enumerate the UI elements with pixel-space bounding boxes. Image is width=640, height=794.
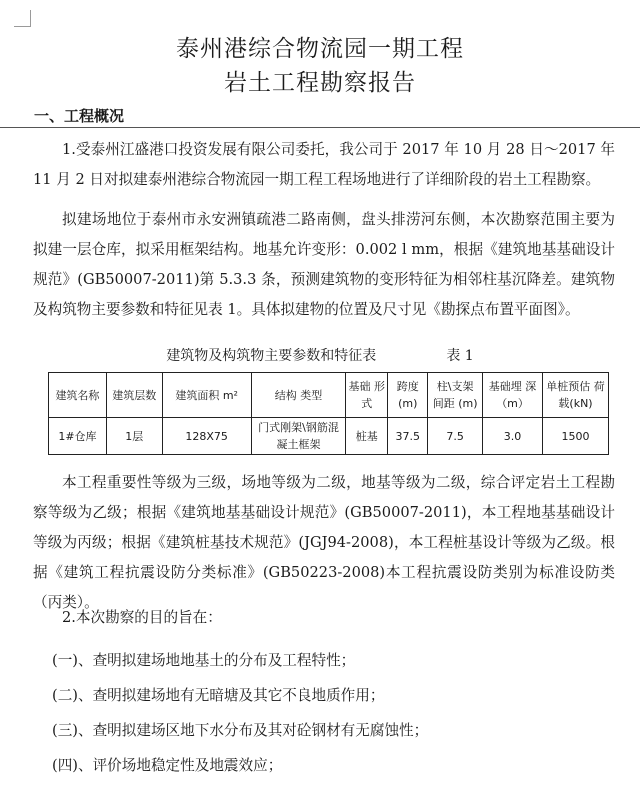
table-header-row [49, 373, 609, 418]
document-subtitle: 岩土工程勘察报告 [224, 70, 416, 96]
table-cell: 门式刚架\钢筋混凝土框架 [251, 418, 346, 455]
purpose-item: (三)、查明拟建场区地下水分布及其对砼钢材有无腐蚀性； [52, 722, 429, 739]
table-number: 表 1 [446, 348, 474, 364]
section-heading: 一、工程概况 [34, 107, 125, 125]
table-cell: 128X75 [162, 418, 251, 455]
purpose-item: (二)、查明拟建场地有无暗塘及其它不良地质作用； [52, 687, 385, 704]
table-cell: 1层 [106, 418, 162, 455]
header-cell: 结构 类型 [251, 373, 346, 418]
header-cell: 建筑层数 [106, 373, 162, 418]
table-row [49, 418, 609, 455]
document-title: 泰州港综合物流园一期工程 [176, 36, 464, 62]
table-cell: 3.0 [483, 418, 543, 455]
header-cell: 基础 形式 [346, 373, 388, 418]
paragraph-commission: 1.受泰州江盛港口投资发展有限公司委托，我公司于 2017 年 10 月 28 日～2017 年 11 月 2 日对拟建泰州港综合物流园一期工程工程场地进行了详细阶段的岩土工程勘察。 [33, 141, 615, 188]
header-cell: 建筑名称 [49, 373, 107, 418]
purpose-item: (一)、查明拟建场地地基土的分布及工程特性； [52, 652, 356, 669]
header-cell: 建筑面积 m² [162, 373, 251, 418]
header-cell: 基础埋 深（m） [483, 373, 543, 418]
paragraph-site: 拟建场地位于泰州市永安洲镇疏港二路南侧，盘头排涝河东侧，本次勘察范围主要为拟建一层仓库，拟采用框架结构。地基允许变形：0.002 l mm，根据《建筑地基基础设计规范》(GB50007-2011)第 5.3.3 条，预测建筑物的变形特征为相邻柱基沉降差。建筑物及构筑物主要参数和特征见表 1。具体拟建物的位置及尺寸见《勘探点布置平面图》。 [33, 211, 615, 318]
purpose-item: (四)、评价场地稳定性及地震效应； [52, 757, 283, 774]
table-caption-text: 建筑物及构筑物主要参数和特征表 [166, 348, 377, 364]
page-corner-mark [14, 10, 31, 27]
paragraph-purpose: 2.本次勘察的目的旨在： [62, 609, 222, 626]
table-cell: 7.5 [428, 418, 483, 455]
paragraph-grades: 本工程重要性等级为三级，场地等级为二级，地基等级为二级，综合评定岩土工程勘察等级为乙级；根据《建筑地基基础设计规范》(GB50007-2011)，本工程地基基础设计等级为丙级；根据《建筑桩基技术规范》(JGJ94-2008)，本工程桩基设计等级为乙级。根据《建筑工程抗震设防分类标准》(GB50223-2008)本工程抗震设防类别为标准设防类（丙类）。 [33, 474, 615, 611]
parameters-table [48, 372, 609, 455]
table-cell: 1500 [543, 418, 609, 455]
header-cell: 跨度 (m) [388, 373, 428, 418]
header-cell: 单桩预估 荷载(kN) [543, 373, 609, 418]
table-cell: 1#仓库 [49, 418, 107, 455]
header-cell: 柱\支架 间距 (m) [428, 373, 483, 418]
section-divider [0, 127, 640, 128]
table-cell: 桩基 [346, 418, 388, 455]
table-caption [0, 345, 640, 365]
table-cell: 37.5 [388, 418, 428, 455]
